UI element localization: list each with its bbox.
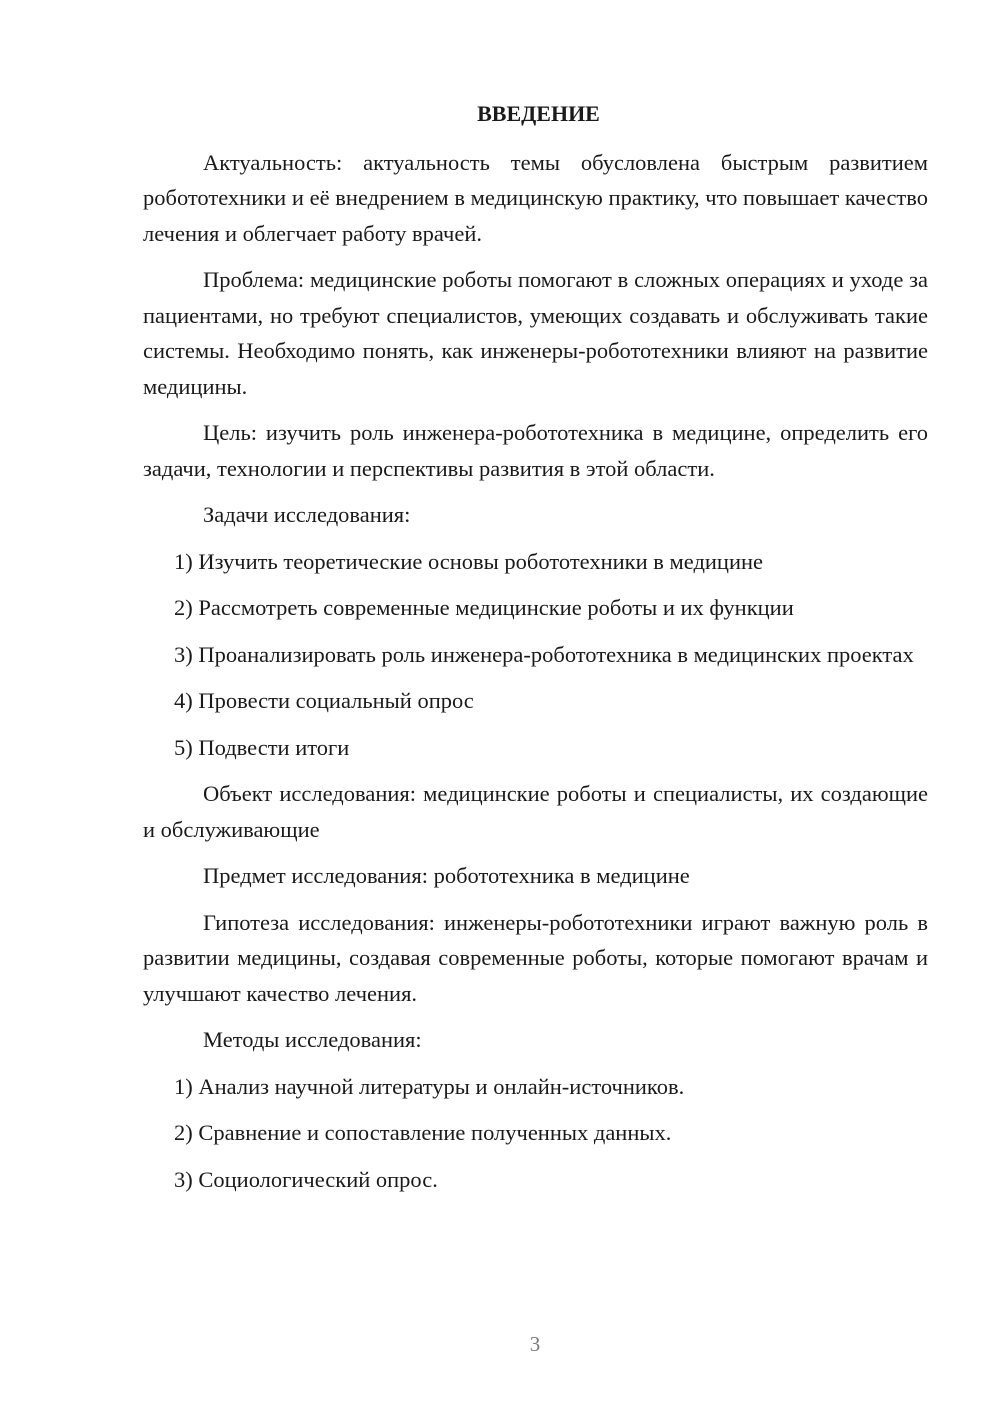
task-item: 2) Рассмотреть современные медицинские роботы и их функции [174, 595, 794, 620]
problem-paragraph: Проблема: медицинские роботы помогают в сложных операциях и уходе за пациентами, но требуют специалистов, умеющих создавать и обслуживать такие системы. Необходимо понять, как инженеры-робототехники влияют на развитие медицины. [143, 267, 928, 399]
method-item: 1) Анализ научной литературы и онлайн-источников. [174, 1073, 685, 1099]
goal-paragraph: Цель: изучить роль инженера-робототехника в медицине, определить его задачи, технологии и перспективы развития в этой области. [143, 420, 928, 481]
methods-title: Методы исследования: [203, 1027, 422, 1052]
relevance-paragraph: Актуальность: актуальность темы обусловлена быстрым развитием робототехники и её внедрением в медицинскую практику, что повышает качество лечения и облегчает работу врачей. [143, 149, 928, 246]
subject-paragraph: Предмет исследования: робототехника в медицине [203, 863, 690, 888]
method-item: 2) Сравнение и сопоставление полученных данных. [174, 1120, 672, 1145]
tasks-title: Задачи исследования: [203, 502, 411, 527]
page-number: 3 [529, 1332, 541, 1356]
hypothesis-paragraph: Гипотеза исследования: инженеры-робототехники играют важную роль в развитии медицины, создавая современные роботы, которые помогают врачам и улучшают качество лечения. [143, 909, 928, 1006]
object-paragraph: Объект исследования: медицинские роботы и специалисты, их создающие и обслуживающие [143, 781, 928, 842]
section-heading: ВВЕДЕНИЕ [477, 101, 600, 126]
task-item: 4) Провести социальный опрос [174, 688, 474, 713]
method-item: 3) Социологический опрос. [174, 1166, 438, 1192]
task-item: 3) Проанализировать роль инженера-робототехника в медицинских проектах [174, 641, 914, 667]
document-body [143, 96, 928, 1208]
task-item: 1) Изучить теоретические основы робототехники в медицине [174, 548, 764, 574]
task-item: 5) Подвести итоги [174, 734, 350, 760]
